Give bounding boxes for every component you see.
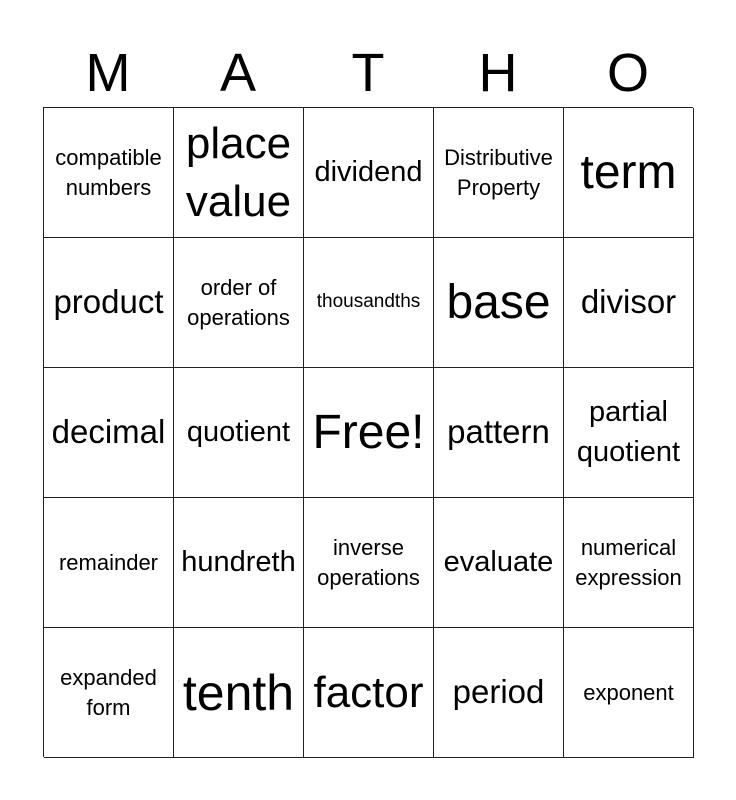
bingo-cell[interactable]: term [564, 108, 694, 238]
bingo-cell[interactable]: divisor [564, 238, 694, 368]
bingo-cell[interactable]: exponent [564, 628, 694, 758]
bingo-cell[interactable]: evaluate [434, 498, 564, 628]
bingo-cell[interactable]: quotient [174, 368, 304, 498]
bingo-cell[interactable]: hundreth [174, 498, 304, 628]
bingo-cell[interactable]: tenth [174, 628, 304, 758]
bingo-cell[interactable]: remainder [44, 498, 174, 628]
bingo-cell[interactable]: order of operations [174, 238, 304, 368]
header-letter-a: A [219, 43, 257, 103]
bingo-cell[interactable]: factor [304, 628, 434, 758]
bingo-header [43, 40, 693, 106]
header-letter-t: T [351, 43, 385, 103]
bingo-cell[interactable]: period [434, 628, 564, 758]
bingo-cell[interactable]: numerical expression [564, 498, 694, 628]
bingo-cell[interactable]: partial quotient [564, 368, 694, 498]
bingo-cell[interactable]: expanded form [44, 628, 174, 758]
bingo-cell[interactable]: base [434, 238, 564, 368]
header-letter-o: O [606, 43, 649, 103]
bingo-cell[interactable]: inverse operations [304, 498, 434, 628]
header-letter-m: M [85, 43, 131, 103]
bingo-grid [43, 107, 693, 757]
bingo-cell[interactable]: pattern [434, 368, 564, 498]
bingo-cell[interactable]: compatible numbers [44, 108, 174, 238]
bingo-cell[interactable]: dividend [304, 108, 434, 238]
bingo-cell[interactable]: Distributive Property [434, 108, 564, 238]
bingo-cell[interactable]: product [44, 238, 174, 368]
bingo-free-space[interactable]: Free! [304, 368, 434, 498]
bingo-cell[interactable]: place value [174, 108, 304, 238]
header-letter-h: H [478, 43, 518, 103]
bingo-cell[interactable]: decimal [44, 368, 174, 498]
bingo-cell[interactable]: thousandths [304, 238, 434, 368]
